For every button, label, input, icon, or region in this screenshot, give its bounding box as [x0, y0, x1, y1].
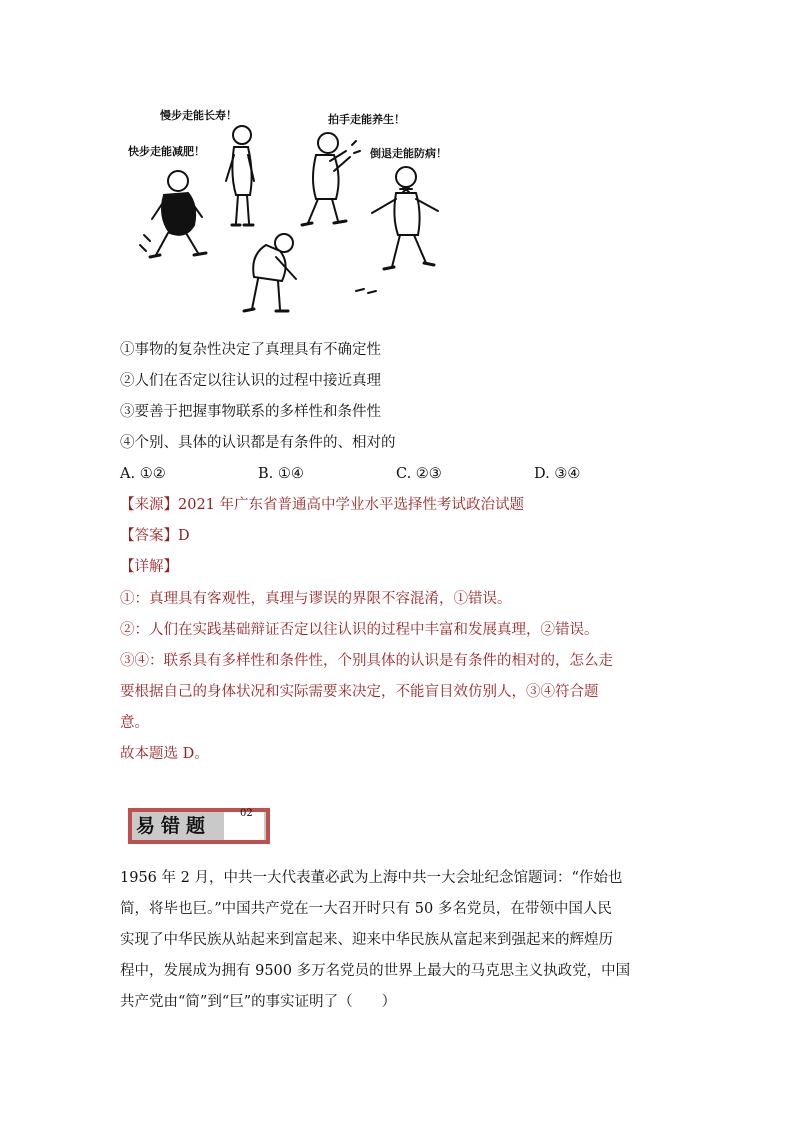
question-line-4: 程中，发展成为拥有 9500 多万名党员的世界上最大的马克思主义执政党，中国: [120, 963, 631, 979]
detail-line-4: 要根据自己的身体状况和实际需要来决定，不能盲目效仿别人，③④符合题: [120, 684, 599, 700]
question-line-2: 简，将毕也巨。”中国共产党在一大召开时只有 50 多名党员，在带领中国人民: [120, 901, 612, 917]
choice-d: D. ③④: [534, 466, 581, 482]
choice-c: C. ②③: [396, 466, 442, 482]
conclusion-line: 故本题选 D。: [120, 746, 209, 762]
option-3: ③要善于把握事物联系的多样性和条件性: [120, 404, 381, 420]
speech-backward-walk: 倒退走能防病！: [370, 147, 447, 160]
section-tag-number: 02: [240, 808, 253, 819]
fast-walker-figure: [140, 171, 206, 257]
speech-fast-walk: 快步走能减肥！: [128, 145, 205, 158]
question-paragraph: [120, 863, 680, 1018]
choice-a: A. ①②: [120, 466, 166, 482]
speech-slow-walk: 慢步走能长寿！: [160, 109, 237, 122]
clapping-walker-figure: [302, 133, 360, 225]
slow-walker-figure: [226, 126, 254, 225]
answer-choices: [120, 464, 672, 484]
source-line: 【来源】2021 年广东省普通高中学业水平选择性考试政治试题: [120, 497, 525, 513]
section-tag-title: 易错题: [136, 815, 212, 837]
walking-people-cartoon: [120, 95, 460, 327]
detail-line-3: ③④：联系具有多样性和条件性，个别具体的认识是有条件的相对的，怎么走: [120, 653, 613, 669]
question-line-3: 实现了中华民族从站起来到富起来、迎来中华民族从富起来到强起来的辉煌历: [120, 932, 613, 948]
detail-line-1: ①：真理具有客观性，真理与谬误的界限不容混淆，①错误。: [120, 591, 512, 607]
question-line-5: 共产党由“简”到“巨”的事实证明了（ ）: [120, 994, 397, 1010]
bent-walker-figure: [244, 234, 296, 311]
option-1: ①事物的复杂性决定了真理具有不确定性: [120, 342, 381, 358]
section-tag: [128, 808, 270, 844]
detail-heading: 【详解】: [120, 559, 178, 575]
detail-line-2: ②：人们在实践基础辩证否定以往认识的过程中丰富和发展真理，②错误。: [120, 622, 599, 638]
question-line-1: 1956 年 2 月，中共一大代表董必武为上海中共一大会址纪念馆题词：“作始也: [120, 870, 623, 886]
choice-b: B. ①④: [258, 466, 304, 482]
option-4: ④个别、具体的认识都是有条件的、相对的: [120, 435, 396, 451]
speech-clap-walk: 拍手走能养生！: [328, 113, 405, 126]
option-2: ②人们在否定以往认识的过程中接近真理: [120, 373, 381, 389]
detail-line-5: 意。: [120, 715, 149, 731]
answer-line: 【答案】D: [120, 528, 190, 544]
backward-walker-figure: [356, 167, 438, 293]
